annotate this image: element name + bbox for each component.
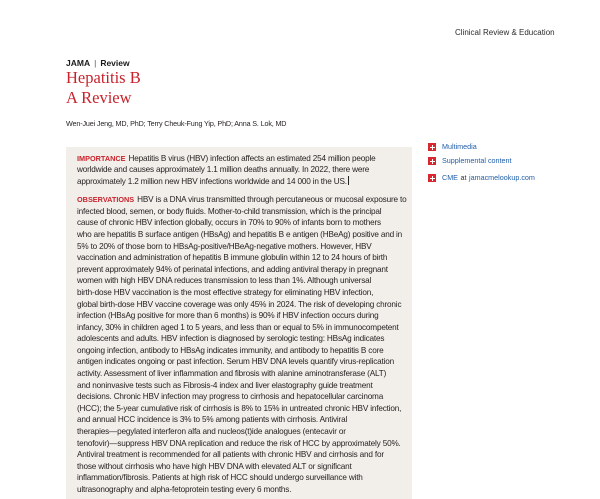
- observations-line: Antiviral treatment is recommended for all patients with chronic HBV and cirrhosis and for: [77, 450, 384, 460]
- observations-line: tenofovir)—suppress HBV DNA replication and reduce the risk of HCC by approximately 50%.: [77, 438, 401, 448]
- sidebar-item-label[interactable]: Supplemental content: [442, 156, 512, 165]
- observations-line: ongoing infection, antibody to HBsAg indicates immunity, and antibody to hepatitis B core: [77, 345, 384, 355]
- observations-line: and annual HCC incidence is 3% to 5% among patients with cirrhosis. Antiviral: [77, 415, 348, 425]
- importance-line: [77, 176, 412, 188]
- abstract-box: [66, 147, 412, 499]
- importance-text: Hepatitis B virus (HBV) infection affects an estimated 254 million people: [128, 153, 376, 163]
- section-header: Clinical Review & Education: [455, 28, 555, 37]
- journal-label: [66, 58, 130, 68]
- plus-square-icon: [428, 157, 436, 165]
- observations-line: therapies—pegylated interferon alfa and nucleos(t)ide analogues (entecavir or: [77, 427, 346, 437]
- author-list: Wen-Juei Jeng, MD, PhD; Terry Cheuk-Fung Yip, PhD; Anna S. Lok, MD: [66, 119, 287, 128]
- sidebar-item-label[interactable]: CME: [442, 173, 458, 182]
- observations-section: [77, 194, 412, 495]
- observations-line: who are hepatitis B surface antigen (HBsAg) and hepatitis B e antigen (HBeAg) positive and in: [77, 229, 403, 239]
- plus-square-icon: [428, 143, 436, 151]
- observations-line: 5% to 20% of those born to HBsAg-positive/HBeAg-negative mothers. However, HBV: [77, 241, 372, 251]
- cme-site-link[interactable]: jamacmelookup.com: [468, 173, 535, 182]
- observations-line: [77, 194, 412, 206]
- observations-label: OBSERVATIONS: [77, 195, 135, 205]
- observations-line: adolescents and adults. HBV infection is diagnosed by serologic testing: HBsAg indicates: [77, 334, 385, 344]
- sidebar-item-multimedia[interactable]: [428, 142, 477, 152]
- observations-line: antigen indicates ongoing or past infection. Serum HBV DNA levels quantify virus-replication: [77, 357, 395, 367]
- observations-line: cause of chronic HBV infection globally, occurs in 70% to 90% of infants born to mothers: [77, 218, 381, 228]
- observations-line: women with high HBV DNA reduces transmission to less than 1%. Although universal: [77, 276, 372, 286]
- sidebar-item-cme[interactable]: [428, 173, 535, 183]
- observations-line: inflammation/fibrosis. Patients at high risk of HCC should undergo surveillance with: [77, 473, 363, 483]
- observations-line: global birth-dose HBV vaccine coverage was only 45% in 2024. The risk of developing chronic: [77, 299, 402, 309]
- article-title: Hepatitis B: [66, 68, 141, 87]
- importance-line: worldwide and causes approximately 1.1 million deaths annually. In 2022, there were: [77, 165, 370, 175]
- plus-square-icon: [428, 174, 436, 182]
- journal-separator: |: [94, 58, 97, 68]
- observations-line: activity. Assessment of liver inflammation and fibrosis with alanine aminotransferase (ALT): [77, 369, 387, 379]
- observations-line: those without cirrhosis who have high HBV DNA with elevated ALT or significant: [77, 461, 352, 471]
- observations-line: (HCC); the 5-year cumulative risk of cirrhosis is 8% to 15% in untreated chronic HBV infection,: [77, 403, 402, 413]
- article-title-block: [66, 68, 141, 108]
- observations-line: decisions. Chronic HBV infection may progress to cirrhosis and hepatocellular carcinoma: [77, 392, 384, 402]
- importance-label: IMPORTANCE: [77, 153, 126, 163]
- observations-line: infected blood, semen, or body fluids. Mother-to-child transmission, which is the principal: [77, 206, 382, 216]
- observations-line: prevent approximately 94% of perinatal infections, and adding antiviral therapy in pregnant: [77, 264, 388, 274]
- importance-section: [77, 153, 412, 188]
- article-subtitle: A Review: [66, 88, 132, 107]
- article-type: Review: [100, 58, 130, 68]
- importance-text: approximately 1.2 million new HBV infections worldwide and 14 000 in the US.: [77, 176, 347, 186]
- observations-line: infection (HBsAg positive for more than 6 months) is 90% if HBV infection occurs during: [77, 311, 379, 321]
- observations-line: infancy, 30% in children aged 1 to 5 years, and less than or equal to 5% in immunocompetent: [77, 322, 399, 332]
- observations-line: and noninvasive tests such as Fibrosis-4 index and liver elastography guide treatment: [77, 380, 373, 390]
- observations-line: birth-dose HBV vaccination is the most effective strategy for eliminating HBV infection,: [77, 287, 374, 297]
- observations-line: ultrasonography and alpha-fetoprotein testing every 6 months.: [77, 485, 292, 494]
- sidebar-item-supplemental-content[interactable]: [428, 156, 512, 166]
- observations-line: vaccination and administration of hepatitis B immune globulin within 12 to 24 hours of birth: [77, 253, 388, 263]
- journal-name: JAMA: [66, 58, 91, 68]
- text-cursor: [348, 176, 349, 185]
- sidebar-item-label[interactable]: Multimedia: [442, 142, 477, 151]
- importance-line: [77, 153, 412, 165]
- sidebar-item-connector: at: [460, 173, 467, 182]
- observations-text: HBV is a DNA virus transmitted through percutaneous or mucosal exposure to: [137, 195, 407, 205]
